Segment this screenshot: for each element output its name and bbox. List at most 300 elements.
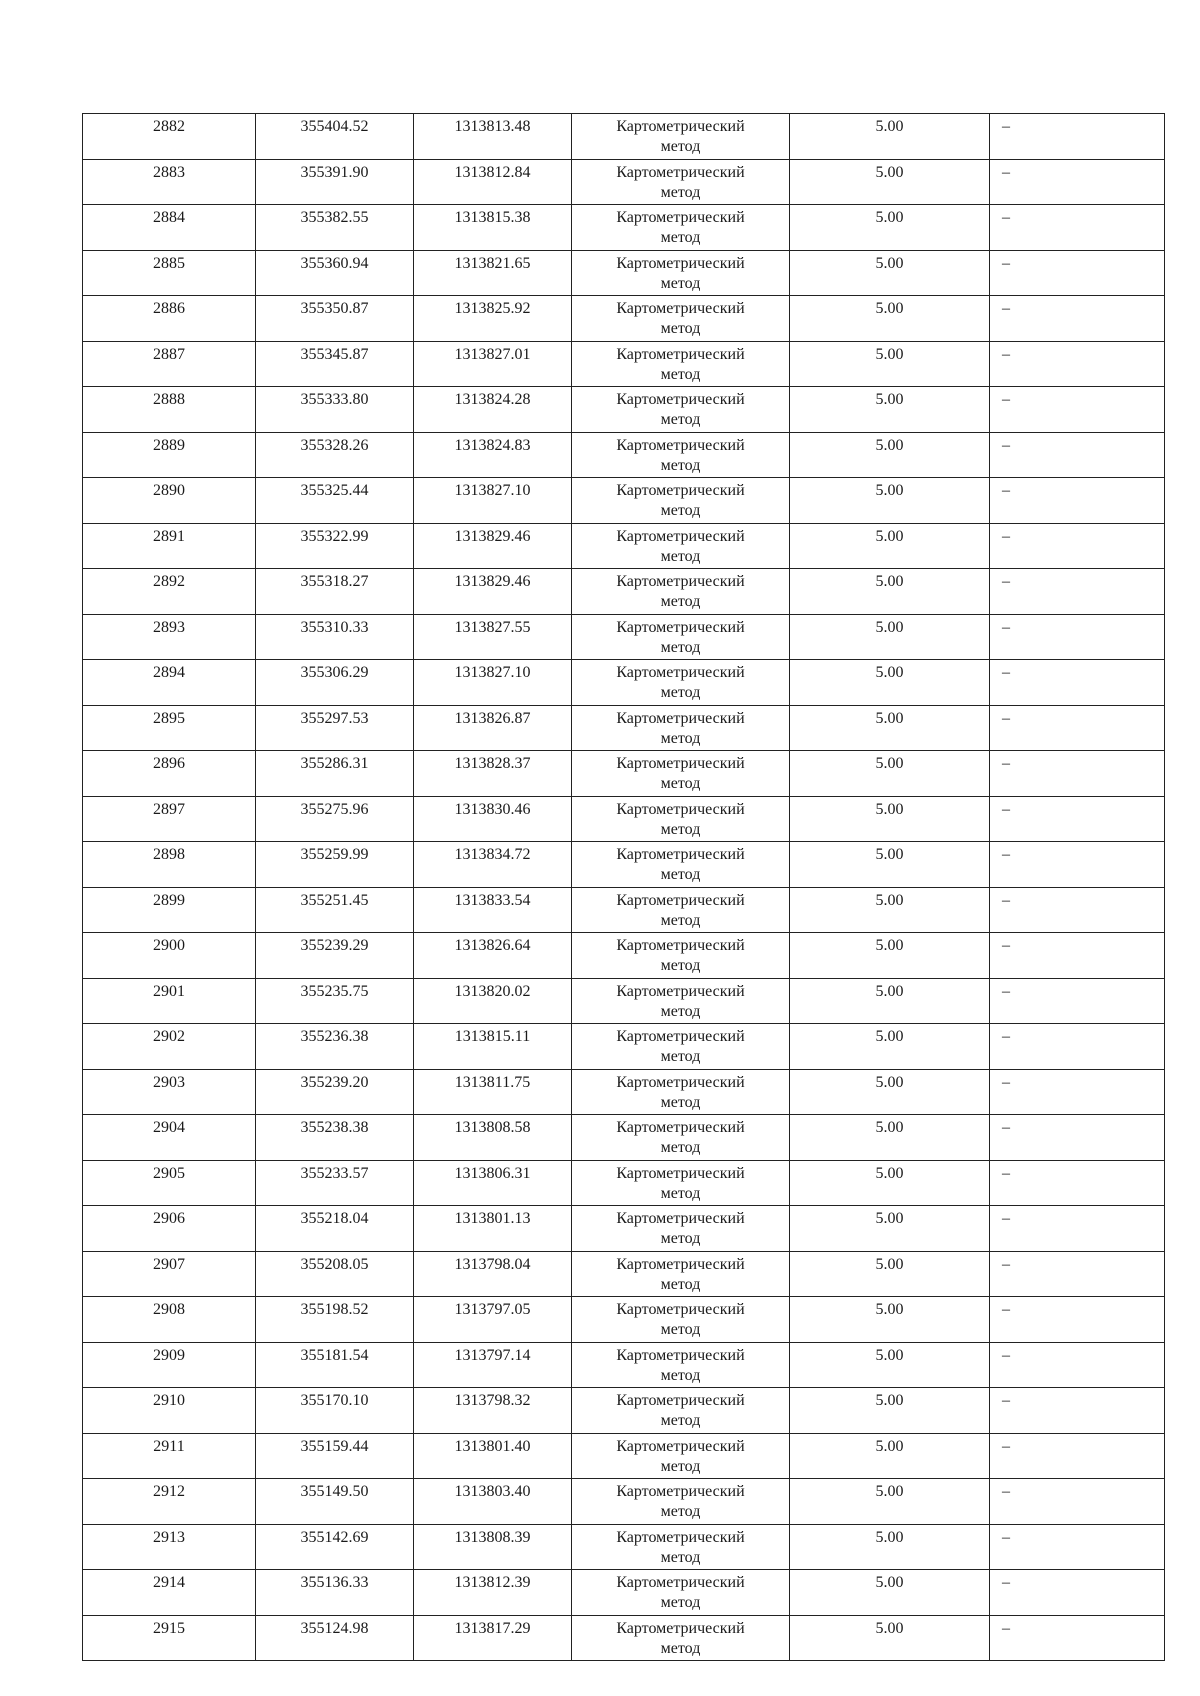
accuracy-cell: 5.00 <box>790 387 990 433</box>
table-row <box>83 660 1165 706</box>
table-row <box>83 1160 1165 1206</box>
accuracy-cell: 5.00 <box>790 1479 990 1525</box>
table-row <box>83 114 1165 160</box>
method-line-1: Картометрический <box>616 1210 745 1227</box>
coordinate-y-cell: 1313824.83 <box>414 432 572 478</box>
method-line-1: Картометрический <box>616 1164 745 1182</box>
coordinate-y-cell: 1313820.02 <box>414 978 572 1024</box>
method-line-1: Картометрический <box>616 1528 745 1546</box>
coordinate-y-cell: 1313808.39 <box>414 1524 572 1570</box>
method-cell <box>572 205 790 251</box>
table-row <box>83 432 1165 478</box>
method-line-2: метод <box>660 866 701 883</box>
accuracy-cell: 5.00 <box>790 660 990 706</box>
method-line-1: Картометрический <box>616 846 745 863</box>
coordinate-y-cell: 1313806.31 <box>414 1160 572 1206</box>
method-line-1: Картометрический <box>616 891 745 909</box>
point-number-cell: 2899 <box>83 887 256 933</box>
method-line-2: метод <box>660 1048 701 1065</box>
note-cell: – <box>990 1069 1165 1115</box>
coordinate-x-cell: 355251.45 <box>256 887 414 933</box>
table-row <box>83 751 1165 797</box>
coordinate-x-cell: 355318.27 <box>256 569 414 615</box>
point-number-cell: 2908 <box>83 1297 256 1343</box>
accuracy-cell: 5.00 <box>790 842 990 888</box>
coordinate-y-cell: 1313827.01 <box>414 341 572 387</box>
method-line-2: метод <box>660 1184 701 1202</box>
point-number-cell: 2891 <box>83 523 256 569</box>
method-cell <box>572 341 790 387</box>
method-line-1: Картометрический <box>616 1437 745 1455</box>
coordinate-y-cell: 1313830.46 <box>414 796 572 842</box>
method-line-2: метод <box>660 593 701 610</box>
coordinate-y-cell: 1313817.29 <box>414 1615 572 1661</box>
accuracy-cell: 5.00 <box>790 1251 990 1297</box>
coordinate-x-cell: 355391.90 <box>256 159 414 205</box>
coordinate-y-cell: 1313798.32 <box>414 1388 572 1434</box>
accuracy-cell: 5.00 <box>790 1433 990 1479</box>
note-cell: – <box>990 705 1165 751</box>
coordinate-x-cell: 355297.53 <box>256 705 414 751</box>
coordinate-y-cell: 1313827.55 <box>414 614 572 660</box>
note-cell: – <box>990 432 1165 478</box>
coordinate-x-cell: 355325.44 <box>256 478 414 524</box>
method-line-1: Картометрический <box>616 937 745 954</box>
method-line-1: Картометрический <box>616 618 745 636</box>
note-cell: – <box>990 341 1165 387</box>
note-cell: – <box>990 1524 1165 1570</box>
method-cell <box>572 1297 790 1343</box>
method-cell <box>572 1479 790 1525</box>
note-cell: – <box>990 1615 1165 1661</box>
method-line-2: метод <box>660 775 701 792</box>
method-line-2: метод <box>660 729 701 747</box>
table-row <box>83 933 1165 979</box>
coordinate-y-cell: 1313815.38 <box>414 205 572 251</box>
table-row <box>83 796 1165 842</box>
coordinate-x-cell: 355382.55 <box>256 205 414 251</box>
accuracy-cell: 5.00 <box>790 1160 990 1206</box>
method-line-1: Картометрический <box>616 300 745 317</box>
coordinate-y-cell: 1313815.11 <box>414 1024 572 1070</box>
coordinate-x-cell: 355306.29 <box>256 660 414 706</box>
method-line-2: метод <box>660 1457 701 1475</box>
method-cell <box>572 1570 790 1616</box>
point-number-cell: 2894 <box>83 660 256 706</box>
accuracy-cell: 5.00 <box>790 1342 990 1388</box>
note-cell: – <box>990 842 1165 888</box>
point-number-cell: 2893 <box>83 614 256 660</box>
method-line-2: метод <box>660 183 701 201</box>
method-line-2: метод <box>660 320 701 337</box>
method-line-1: Картометрический <box>616 664 745 681</box>
accuracy-cell: 5.00 <box>790 705 990 751</box>
table-row <box>83 614 1165 660</box>
coordinate-y-cell: 1313803.40 <box>414 1479 572 1525</box>
coordinate-x-cell: 355208.05 <box>256 1251 414 1297</box>
point-number-cell: 2913 <box>83 1524 256 1570</box>
point-number-cell: 2895 <box>83 705 256 751</box>
coordinate-y-cell: 1313801.13 <box>414 1206 572 1252</box>
method-line-1: Картометрический <box>616 482 745 499</box>
point-number-cell: 2884 <box>83 205 256 251</box>
method-line-2: метод <box>660 229 701 246</box>
coordinate-y-cell: 1313801.40 <box>414 1433 572 1479</box>
method-cell <box>572 978 790 1024</box>
method-cell <box>572 705 790 751</box>
table-row <box>83 705 1165 751</box>
accuracy-cell: 5.00 <box>790 478 990 524</box>
coordinates-table-body <box>83 114 1165 1661</box>
table-row <box>83 1069 1165 1115</box>
point-number-cell: 2900 <box>83 933 256 979</box>
accuracy-cell: 5.00 <box>790 933 990 979</box>
note-cell: – <box>990 1342 1165 1388</box>
method-line-1: Картометрический <box>616 1073 745 1091</box>
accuracy-cell: 5.00 <box>790 569 990 615</box>
note-cell: – <box>990 887 1165 933</box>
table-row <box>83 387 1165 433</box>
note-cell: – <box>990 796 1165 842</box>
method-cell <box>572 1615 790 1661</box>
method-line-2: метод <box>660 274 701 292</box>
accuracy-cell: 5.00 <box>790 114 990 160</box>
table-row <box>83 842 1165 888</box>
accuracy-cell: 5.00 <box>790 1570 990 1616</box>
coordinate-x-cell: 355286.31 <box>256 751 414 797</box>
table-row <box>83 1388 1165 1434</box>
method-line-2: метод <box>660 820 701 838</box>
accuracy-cell: 5.00 <box>790 1206 990 1252</box>
coordinate-x-cell: 355236.38 <box>256 1024 414 1070</box>
note-cell: – <box>990 933 1165 979</box>
table-row <box>83 1251 1165 1297</box>
method-cell <box>572 1115 790 1161</box>
coordinate-x-cell: 355239.29 <box>256 933 414 979</box>
method-cell <box>572 1160 790 1206</box>
accuracy-cell: 5.00 <box>790 1524 990 1570</box>
coordinates-table <box>82 113 1165 1661</box>
point-number-cell: 2912 <box>83 1479 256 1525</box>
coordinate-x-cell: 355238.38 <box>256 1115 414 1161</box>
method-cell <box>572 614 790 660</box>
method-line-2: метод <box>660 638 701 656</box>
coordinate-y-cell: 1313828.37 <box>414 751 572 797</box>
method-line-1: Картометрический <box>616 1028 745 1045</box>
coordinate-y-cell: 1313808.58 <box>414 1115 572 1161</box>
point-number-cell: 2882 <box>83 114 256 160</box>
point-number-cell: 2911 <box>83 1433 256 1479</box>
note-cell: – <box>990 1160 1165 1206</box>
coordinate-y-cell: 1313829.46 <box>414 523 572 569</box>
coordinate-x-cell: 355181.54 <box>256 1342 414 1388</box>
coordinate-x-cell: 355170.10 <box>256 1388 414 1434</box>
coordinate-y-cell: 1313833.54 <box>414 887 572 933</box>
note-cell: – <box>990 296 1165 342</box>
note-cell: – <box>990 1479 1165 1525</box>
coordinate-y-cell: 1313826.87 <box>414 705 572 751</box>
coordinate-x-cell: 355149.50 <box>256 1479 414 1525</box>
note-cell: – <box>990 478 1165 524</box>
method-line-2: метод <box>660 138 701 155</box>
point-number-cell: 2915 <box>83 1615 256 1661</box>
method-line-1: Картометрический <box>616 709 745 727</box>
table-row <box>83 341 1165 387</box>
method-cell <box>572 432 790 478</box>
method-cell <box>572 1342 790 1388</box>
coordinate-x-cell: 355328.26 <box>256 432 414 478</box>
accuracy-cell: 5.00 <box>790 205 990 251</box>
method-line-1: Картометрический <box>616 1301 745 1318</box>
table-row <box>83 159 1165 205</box>
coordinate-x-cell: 355142.69 <box>256 1524 414 1570</box>
method-line-1: Картометрический <box>616 1574 745 1591</box>
point-number-cell: 2888 <box>83 387 256 433</box>
method-cell <box>572 1069 790 1115</box>
point-number-cell: 2902 <box>83 1024 256 1070</box>
method-line-2: метод <box>660 365 701 383</box>
method-cell <box>572 1206 790 1252</box>
note-cell: – <box>990 523 1165 569</box>
accuracy-cell: 5.00 <box>790 341 990 387</box>
accuracy-cell: 5.00 <box>790 1615 990 1661</box>
table-row <box>83 1024 1165 1070</box>
accuracy-cell: 5.00 <box>790 887 990 933</box>
method-line-2: метод <box>660 1230 701 1247</box>
accuracy-cell: 5.00 <box>790 1024 990 1070</box>
coordinate-y-cell: 1313824.28 <box>414 387 572 433</box>
note-cell: – <box>990 387 1165 433</box>
note-cell: – <box>990 978 1165 1024</box>
method-line-1: Картометрический <box>616 118 745 135</box>
note-cell: – <box>990 614 1165 660</box>
method-line-2: метод <box>660 1366 701 1384</box>
method-cell <box>572 1433 790 1479</box>
accuracy-cell: 5.00 <box>790 296 990 342</box>
point-number-cell: 2909 <box>83 1342 256 1388</box>
point-number-cell: 2887 <box>83 341 256 387</box>
table-row <box>83 205 1165 251</box>
method-line-1: Картометрический <box>616 436 745 454</box>
method-cell <box>572 114 790 160</box>
method-cell <box>572 751 790 797</box>
method-line-1: Картометрический <box>616 1119 745 1136</box>
accuracy-cell: 5.00 <box>790 1069 990 1115</box>
table-row <box>83 523 1165 569</box>
method-cell <box>572 887 790 933</box>
coordinate-x-cell: 355239.20 <box>256 1069 414 1115</box>
point-number-cell: 2914 <box>83 1570 256 1616</box>
accuracy-cell: 5.00 <box>790 250 990 296</box>
note-cell: – <box>990 660 1165 706</box>
accuracy-cell: 5.00 <box>790 751 990 797</box>
coordinate-y-cell: 1313798.04 <box>414 1251 572 1297</box>
method-line-2: метод <box>660 1139 701 1156</box>
table-row <box>83 1524 1165 1570</box>
method-line-2: метод <box>660 547 701 565</box>
table-row <box>83 1479 1165 1525</box>
method-line-1: Картометрический <box>616 345 745 363</box>
method-cell <box>572 660 790 706</box>
accuracy-cell: 5.00 <box>790 1115 990 1161</box>
method-line-2: метод <box>660 1002 701 1020</box>
point-number-cell: 2886 <box>83 296 256 342</box>
note-cell: – <box>990 250 1165 296</box>
method-cell <box>572 387 790 433</box>
accuracy-cell: 5.00 <box>790 432 990 478</box>
method-line-2: метод <box>660 684 701 701</box>
coordinate-x-cell: 355350.87 <box>256 296 414 342</box>
method-line-1: Картометрический <box>616 800 745 818</box>
accuracy-cell: 5.00 <box>790 978 990 1024</box>
method-cell <box>572 296 790 342</box>
coordinate-x-cell: 355233.57 <box>256 1160 414 1206</box>
method-line-2: метод <box>660 1594 701 1611</box>
note-cell: – <box>990 205 1165 251</box>
point-number-cell: 2910 <box>83 1388 256 1434</box>
note-cell: – <box>990 1570 1165 1616</box>
table-row <box>83 1570 1165 1616</box>
method-line-2: метод <box>660 411 701 428</box>
accuracy-cell: 5.00 <box>790 1388 990 1434</box>
method-line-2: метод <box>660 911 701 929</box>
coordinate-y-cell: 1313811.75 <box>414 1069 572 1115</box>
point-number-cell: 2903 <box>83 1069 256 1115</box>
method-line-1: Картометрический <box>616 1346 745 1364</box>
note-cell: – <box>990 751 1165 797</box>
method-line-1: Картометрический <box>616 527 745 545</box>
method-line-1: Картометрический <box>616 755 745 772</box>
table-row <box>83 1615 1165 1661</box>
note-cell: – <box>990 1388 1165 1434</box>
table-row <box>83 296 1165 342</box>
method-cell <box>572 1524 790 1570</box>
coordinate-x-cell: 355198.52 <box>256 1297 414 1343</box>
method-line-1: Картометрический <box>616 209 745 226</box>
coordinate-x-cell: 355333.80 <box>256 387 414 433</box>
coordinate-x-cell: 355310.33 <box>256 614 414 660</box>
point-number-cell: 2896 <box>83 751 256 797</box>
coordinate-y-cell: 1313827.10 <box>414 478 572 524</box>
coordinate-x-cell: 355159.44 <box>256 1433 414 1479</box>
table-row <box>83 569 1165 615</box>
coordinate-x-cell: 355136.33 <box>256 1570 414 1616</box>
coordinate-y-cell: 1313829.46 <box>414 569 572 615</box>
method-line-2: метод <box>660 1321 701 1338</box>
coordinate-y-cell: 1313826.64 <box>414 933 572 979</box>
note-cell: – <box>990 114 1165 160</box>
point-number-cell: 2890 <box>83 478 256 524</box>
coordinate-y-cell: 1313825.92 <box>414 296 572 342</box>
coordinate-x-cell: 355404.52 <box>256 114 414 160</box>
method-line-2: метод <box>660 1639 701 1657</box>
accuracy-cell: 5.00 <box>790 796 990 842</box>
table-row <box>83 1115 1165 1161</box>
table-row <box>83 478 1165 524</box>
note-cell: – <box>990 1206 1165 1252</box>
method-cell <box>572 478 790 524</box>
coordinate-y-cell: 1313813.48 <box>414 114 572 160</box>
method-cell <box>572 796 790 842</box>
method-line-2: метод <box>660 1548 701 1566</box>
note-cell: – <box>990 1297 1165 1343</box>
note-cell: – <box>990 1024 1165 1070</box>
table-row <box>83 1342 1165 1388</box>
point-number-cell: 2897 <box>83 796 256 842</box>
method-line-2: метод <box>660 456 701 474</box>
accuracy-cell: 5.00 <box>790 1297 990 1343</box>
table-row <box>83 1433 1165 1479</box>
point-number-cell: 2883 <box>83 159 256 205</box>
note-cell: – <box>990 159 1165 205</box>
method-cell <box>572 250 790 296</box>
point-number-cell: 2892 <box>83 569 256 615</box>
method-cell <box>572 523 790 569</box>
method-line-2: метод <box>660 502 701 519</box>
method-line-1: Картометрический <box>616 163 745 181</box>
note-cell: – <box>990 569 1165 615</box>
coordinate-x-cell: 355259.99 <box>256 842 414 888</box>
point-number-cell: 2904 <box>83 1115 256 1161</box>
note-cell: – <box>990 1433 1165 1479</box>
method-line-1: Картометрический <box>616 1483 745 1500</box>
method-line-1: Картометрический <box>616 573 745 590</box>
table-row <box>83 887 1165 933</box>
method-line-2: метод <box>660 1093 701 1111</box>
point-number-cell: 2907 <box>83 1251 256 1297</box>
coordinate-y-cell: 1313812.39 <box>414 1570 572 1616</box>
coordinate-x-cell: 355218.04 <box>256 1206 414 1252</box>
method-line-1: Картометрический <box>616 1255 745 1273</box>
table-row <box>83 978 1165 1024</box>
point-number-cell: 2906 <box>83 1206 256 1252</box>
coordinate-x-cell: 355124.98 <box>256 1615 414 1661</box>
accuracy-cell: 5.00 <box>790 159 990 205</box>
note-cell: – <box>990 1251 1165 1297</box>
accuracy-cell: 5.00 <box>790 523 990 569</box>
method-line-1: Картометрический <box>616 391 745 408</box>
table-row <box>83 1206 1165 1252</box>
coordinate-x-cell: 355322.99 <box>256 523 414 569</box>
coordinate-y-cell: 1313797.05 <box>414 1297 572 1343</box>
coordinate-y-cell: 1313834.72 <box>414 842 572 888</box>
coordinate-x-cell: 355360.94 <box>256 250 414 296</box>
method-line-2: метод <box>660 1503 701 1520</box>
coordinate-y-cell: 1313827.10 <box>414 660 572 706</box>
method-line-2: метод <box>660 957 701 974</box>
method-cell <box>572 933 790 979</box>
method-line-1: Картометрический <box>616 1619 745 1637</box>
method-line-1: Картометрический <box>616 982 745 1000</box>
point-number-cell: 2901 <box>83 978 256 1024</box>
coordinate-y-cell: 1313821.65 <box>414 250 572 296</box>
point-number-cell: 2889 <box>83 432 256 478</box>
method-line-1: Картометрический <box>616 254 745 272</box>
coordinate-y-cell: 1313812.84 <box>414 159 572 205</box>
point-number-cell: 2898 <box>83 842 256 888</box>
method-cell <box>572 1024 790 1070</box>
table-row <box>83 250 1165 296</box>
method-cell <box>572 1388 790 1434</box>
method-cell <box>572 842 790 888</box>
method-line-2: метод <box>660 1275 701 1293</box>
method-line-1: Картометрический <box>616 1392 745 1409</box>
method-cell <box>572 1251 790 1297</box>
method-cell <box>572 159 790 205</box>
note-cell: – <box>990 1115 1165 1161</box>
coordinate-x-cell: 355235.75 <box>256 978 414 1024</box>
point-number-cell: 2905 <box>83 1160 256 1206</box>
